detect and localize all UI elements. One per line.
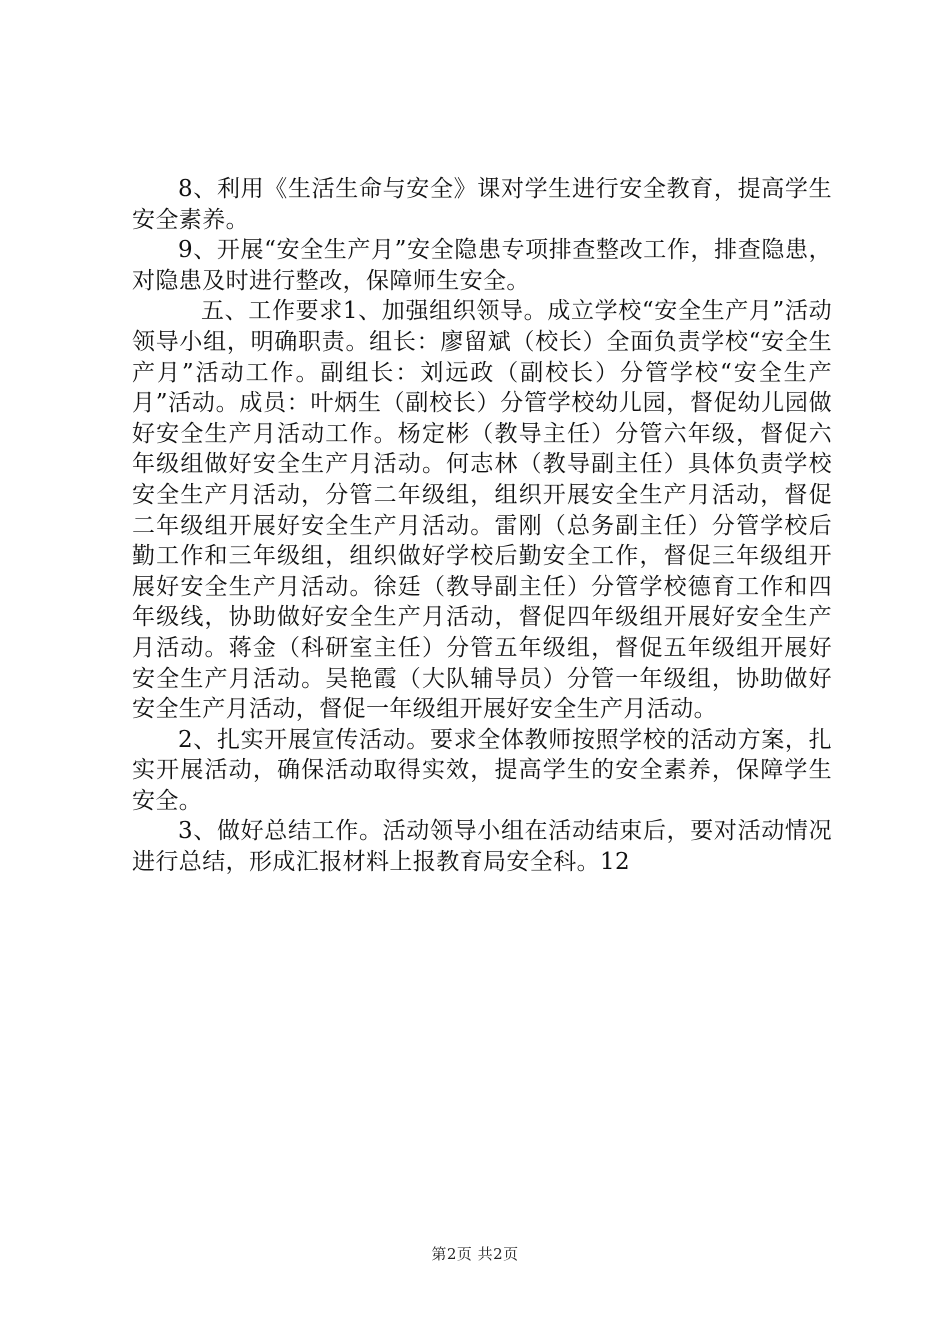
document-body bbox=[132, 174, 832, 878]
page-number-footer: 第2页 共2页 bbox=[431, 1245, 519, 1263]
paragraph-item-3: 3、做好总结工作。活动领导小组在活动结束后，要对活动情况进行总结，形成汇报材料上报教育局安全科。12 bbox=[132, 818, 832, 876]
paragraph-item-8: 8、利用《生活生命与安全》课对学生进行安全教育，提高学生安全素养。 bbox=[132, 176, 832, 233]
paragraph-item-9: 9、开展“安全生产月”安全隐患专项排查整改工作，排查隐患，对隐患及时进行整改，保障师生安全。 bbox=[132, 237, 832, 294]
paragraph-item-2: 2、扎实开展宣传活动。要求全体教师按照学校的活动方案，扎实开展活动，确保活动取得实效，提高学生的安全素养，保障学生安全。 bbox=[132, 726, 832, 814]
paragraph-section-5: 五、工作要求1、加强组织领导。成立学校“安全生产月”活动领导小组，明确职责。组长：廖留斌（校长）全面负责学校“安全生产月”活动工作。副组长：刘远政（副校长）分管学校“安全生产月”活动。成员：叶炳生（副校长）分管学校幼儿园，督促幼儿园做好安全生产月活动工作。杨定彬（教导主任）分管六年级，督促六年级组做好安全生产月活动。何志林（教导副主任）具体负责学校安全生产月活动，分管二年级组，组织开展安全生产月活动，督促二年级组开展好安全生产月活动。雷刚（总务副主任）分管学校后勤工作和三年级组，组织做好学校后勤安全工作，督促三年级组开展好安全生产月活动。徐廷（教导副主任）分管学校德育工作和四年级线，协助做好安全生产月活动，督促四年级组开展好安全生产月活动。蒋金（科研室主任）分管五年级组，督促五年级组开展好安全生产月活动。吴艳霞（大队辅导员）分管一年级组，协助做好安全生产月活动，督促一年级组开展好安全生产月活动。 bbox=[132, 298, 832, 723]
